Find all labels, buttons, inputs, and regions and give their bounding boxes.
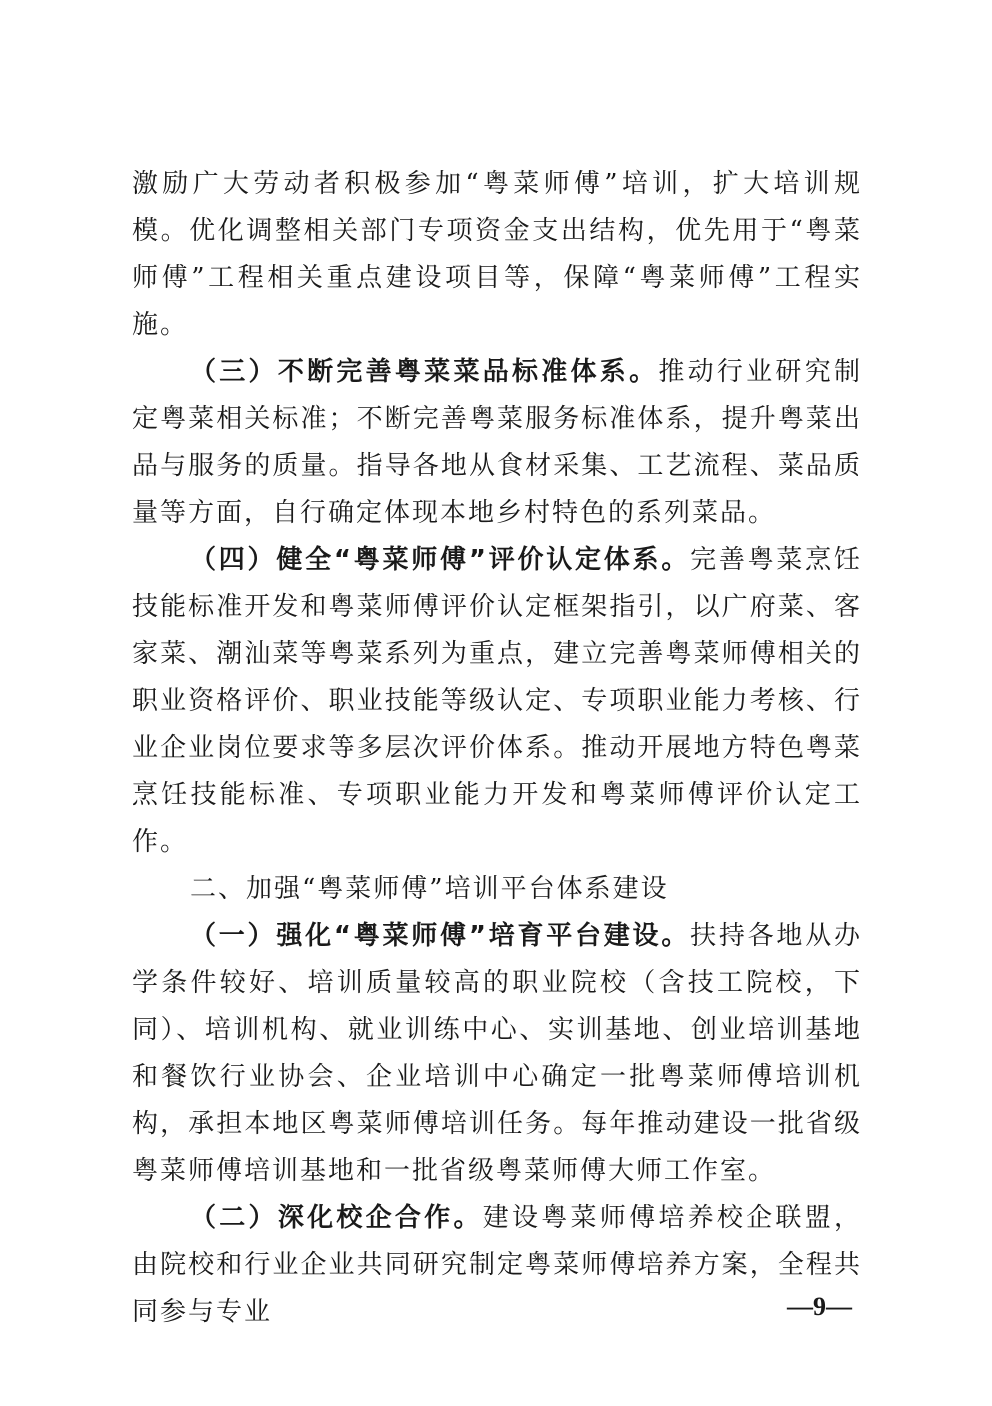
paragraph-text: 建设粤菜师傅培养校企联盟，由院校和行业企业共同研究制定粤菜师傅培养方案，全程共同参与专业	[132, 1203, 862, 1327]
chapter-title: 二、加强“粤菜师傅”培训平台体系建设	[190, 874, 669, 904]
paragraph-text: 扶持各地从办学条件较好、培训质量较高的职业院校（含技工院校，下同）、培训机构、就业训练中心、实训基地、创业培训基地和餐饮行业协会、企业培训中心确定一批粤菜师傅培训机构，承担本地区粤菜师傅培训任务。每年推动建设一批省级粤菜师傅培训基地和一批省级粤菜师傅大师工作室。	[132, 921, 862, 1186]
paragraph-section-1	[132, 913, 862, 1195]
section-heading: （三）不断完善粤菜菜品标准体系。	[190, 357, 659, 387]
section-heading: （二）深化校企合作。	[190, 1203, 483, 1233]
paragraph-text: 激励广大劳动者积极参加“粤菜师傅”培训，扩大培训规模。优化调整相关部门专项资金支出结构，优先用于“粤菜师傅”工程相关重点建设项目等，保障“粤菜师傅”工程实施。	[132, 169, 862, 340]
paragraph-text: 完善粤菜烹饪技能标准开发和粤菜师傅评价认定框架指引，以广府菜、客家菜、潮汕菜等粤菜系列为重点，建立完善粤菜师傅相关的职业资格评价、职业技能等级认定、专项职业能力考核、行业企业岗位要求等多层次评价体系。推动开展地方特色粤菜烹饪技能标准、专项职业能力开发和粤菜师傅评价认定工作。	[132, 545, 862, 857]
body-text	[132, 161, 862, 1336]
paragraph-section-3	[132, 349, 862, 537]
paragraph-section-4	[132, 537, 862, 866]
section-heading: （一）强化“粤菜师傅”培育平台建设。	[190, 921, 691, 951]
section-heading: （四）健全“粤菜师傅”评价认定体系。	[190, 545, 691, 575]
chapter-heading	[132, 866, 862, 913]
page-number: —9—	[787, 1292, 852, 1321]
paragraph-section-2	[132, 1195, 862, 1336]
paragraph-text: 推动行业研究制定粤菜相关标准；不断完善粤菜服务标准体系，提升粤菜出品与服务的质量。指导各地从食材采集、工艺流程、菜品质量等方面，自行确定体现本地乡村特色的系列菜品。	[132, 357, 862, 528]
paragraph-continuation	[132, 161, 862, 349]
